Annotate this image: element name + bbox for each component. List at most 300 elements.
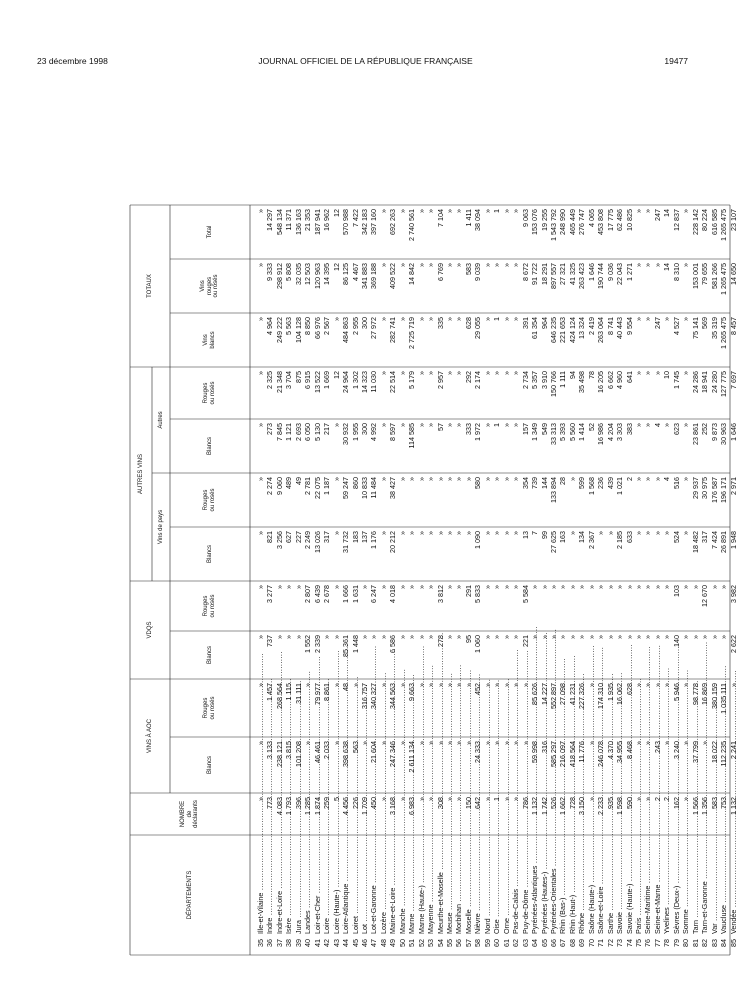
row-number: 46 — [359, 939, 369, 947]
table-cell: » — [719, 585, 729, 589]
table-cell: 10 — [662, 371, 672, 379]
table-cell: » — [274, 585, 284, 589]
table-cell: » — [454, 797, 464, 801]
table-cell: » — [652, 531, 662, 535]
table-cell: » — [397, 477, 407, 481]
header-autres-vins: AUTRES VINS — [137, 454, 144, 495]
table-cell: 31 111 — [293, 683, 303, 704]
table-cell: 342 183 — [359, 209, 369, 235]
row-number: 64 — [530, 939, 540, 947]
row-number: 69 — [577, 939, 587, 947]
table-cell: 38 427 — [388, 477, 398, 499]
header-totaux: TOTAUX — [146, 274, 153, 298]
row-number: 85 — [728, 939, 738, 947]
table-cell: » — [331, 477, 341, 481]
table-cell: » — [397, 263, 407, 267]
table-cell: » — [482, 477, 492, 481]
table-cell: » — [586, 585, 596, 589]
table-cell: 2 725 719 — [407, 317, 417, 349]
table-cell: 2 567 — [322, 317, 332, 335]
table-cell: 263 064 — [596, 317, 606, 343]
header-nombre-declarants: NOMBRE de déclarants — [179, 800, 200, 828]
table-cell: 247 346 — [388, 741, 398, 767]
table-cell: » — [605, 531, 615, 535]
table-cell: 2 781 — [303, 477, 313, 495]
table-cell: » — [397, 797, 407, 801]
table-cell: 1 132 — [728, 797, 738, 815]
table-cell: » — [492, 371, 502, 375]
row-number: 65 — [539, 939, 549, 947]
table-cell: » — [501, 797, 511, 801]
table-cell: 623 — [671, 423, 681, 435]
table-cell: » — [397, 531, 407, 535]
table-cell: » — [596, 585, 606, 589]
department-name: Lozère ..... — [379, 841, 389, 934]
table-cell: 13 — [520, 531, 530, 539]
table-cell: » — [634, 477, 643, 481]
table-cell: » — [369, 635, 379, 639]
table-cell: 292 — [463, 371, 473, 383]
table-cell: 3 256 — [274, 531, 284, 549]
table-cell: 103 — [671, 585, 681, 597]
row-number: 76 — [643, 939, 653, 947]
table-cell: 13 522 — [312, 371, 322, 393]
table-cell: » — [586, 683, 596, 687]
table-cell: 1 631 — [350, 585, 360, 603]
header-aoc-rouges: Rouges ou rosés — [203, 696, 216, 720]
department-name: Meuse ..... — [445, 841, 455, 934]
department-name: Saône-et-Loire ..... — [596, 841, 606, 934]
table-cell: 1 349 — [530, 423, 540, 441]
table-cell: » — [577, 635, 587, 639]
table-cell: 9 663 — [407, 683, 417, 701]
table-cell: 59 998 — [530, 741, 540, 763]
department-name: Puy-de-Dôme ..... — [521, 841, 531, 934]
table-cell: 7 104 — [435, 209, 445, 227]
table-cell: 397 160 — [369, 209, 379, 235]
table-cell: 1 271 — [624, 263, 634, 281]
table-cell: 548 134 — [274, 209, 284, 235]
table-cell: 599 — [577, 477, 587, 489]
table-cell: » — [511, 423, 521, 427]
table-cell: 273 — [265, 423, 275, 435]
table-cell: 174 310 — [596, 683, 606, 709]
department-name: Loiret ..... — [351, 841, 361, 934]
table-cell: » — [596, 635, 606, 639]
table-cell: » — [359, 585, 369, 589]
table-cell: » — [567, 635, 577, 639]
table-cell: » — [511, 635, 521, 639]
table-cell: » — [445, 683, 454, 687]
table-cell: » — [426, 531, 436, 535]
table-cell: 24 964 — [341, 371, 351, 393]
table-cell: » — [416, 263, 426, 267]
table-cell: 526 — [548, 797, 558, 809]
table-cell: 3 277 — [265, 585, 275, 603]
table-cell: 2 807 — [303, 585, 313, 603]
table-cell: 8 741 — [605, 317, 615, 335]
table-cell: » — [256, 635, 265, 639]
table-cell: » — [331, 423, 341, 427]
table-cell: » — [492, 683, 502, 687]
table-cell: 98 778 — [690, 683, 700, 705]
table-cell: 35 498 — [577, 371, 587, 393]
table-cell: 12 — [331, 209, 341, 217]
table-cell: 85 361 — [341, 635, 351, 657]
table-cell: » — [634, 683, 643, 687]
table-cell: » — [454, 423, 464, 427]
table-cell: 1 414 — [577, 423, 587, 441]
table-cell: 49 — [293, 477, 303, 485]
table-cell: 4 018 — [388, 585, 398, 603]
table-cell: 62 486 — [615, 209, 625, 231]
department-name: Tarn-et-Garonne ..... — [700, 841, 710, 934]
department-name: Yvelines ..... — [662, 841, 672, 934]
table-cell: 59 247 — [341, 477, 351, 499]
table-cell: » — [445, 741, 454, 745]
table-cell: 1 955 — [350, 423, 360, 441]
department-name: Loire (Haute-) ..... — [332, 841, 342, 934]
table-cell: 33 313 — [548, 423, 558, 445]
table-cell: » — [359, 741, 369, 745]
table-cell: 581 266 — [709, 263, 719, 289]
table-cell: 583 — [463, 263, 473, 275]
table-cell: 52 — [586, 423, 596, 431]
table-cell: 9 039 — [473, 263, 483, 281]
table-cell: » — [615, 635, 625, 639]
table-cell: 24 280 — [709, 371, 719, 393]
table-cell: 1 356 — [700, 797, 710, 815]
table-cell: 1 543 792 — [548, 209, 558, 241]
table-cell: » — [256, 797, 265, 801]
table-cell: 728 — [567, 797, 577, 809]
row-number: 70 — [586, 939, 596, 947]
table-cell: 1 448 — [350, 635, 360, 653]
table-cell: » — [681, 683, 691, 687]
department-name: Marne ..... — [407, 841, 417, 934]
table-cell: » — [416, 683, 426, 687]
table-cell: » — [378, 371, 388, 375]
table-cell: » — [454, 531, 464, 535]
table-cell: 2 367 — [586, 531, 596, 549]
row-number: 47 — [369, 939, 379, 947]
table-cell: 21 353 — [303, 209, 313, 231]
table-cell: » — [445, 317, 454, 321]
table-cell: 236 — [596, 477, 606, 489]
table-cell: » — [416, 531, 426, 535]
table-cell: 6 586 — [388, 635, 398, 653]
table-cell: 354 — [520, 477, 530, 489]
table-cell: » — [567, 531, 577, 535]
table-cell: 4 — [652, 423, 662, 427]
table-cell: 1 662 — [558, 797, 568, 815]
table-cell: » — [634, 317, 643, 321]
table-cell: » — [426, 635, 436, 639]
table-cell: 248 990 — [558, 209, 568, 235]
table-cell: 8 861 — [322, 683, 332, 701]
header-autres-blancs: Blancs — [206, 437, 213, 456]
row-number: 75 — [634, 939, 643, 947]
table-cell: » — [530, 585, 540, 589]
table-row — [729, 85, 739, 955]
table-cell: 418 564 — [567, 741, 577, 767]
table-cell: 22 514 — [388, 371, 398, 393]
table-cell: » — [416, 423, 426, 427]
table-cell: 1 874 — [312, 797, 322, 815]
table-cell: » — [416, 371, 426, 375]
table-cell: 7 — [530, 531, 540, 535]
header-vins-aoc: VINS À AOC — [146, 719, 153, 754]
table-cell: » — [397, 683, 407, 687]
table-cell: 196 171 — [719, 477, 729, 503]
table-cell: 316 — [539, 741, 549, 753]
table-cell: » — [378, 477, 388, 481]
table-cell: 2 622 — [728, 635, 738, 653]
table-cell: 18 941 — [700, 371, 710, 393]
table-cell: 1 021 — [615, 477, 625, 495]
table-cell: 452 — [473, 683, 483, 695]
row-number: 41 — [312, 939, 322, 947]
table-cell: » — [615, 585, 625, 589]
table-cell: » — [501, 635, 511, 639]
table-cell: » — [492, 741, 502, 745]
table-cell: 243 — [652, 741, 662, 753]
table-cell: 439 — [605, 477, 615, 489]
table-cell: 9 333 — [265, 263, 275, 281]
table-cell: 3 133 — [265, 741, 275, 759]
table-cell: 2 957 — [435, 371, 445, 389]
table-cell: 12 — [331, 371, 341, 379]
table-cell: » — [284, 585, 294, 589]
table-cell: » — [681, 797, 691, 801]
table-cell: » — [511, 371, 521, 375]
table-cell: 1 742 — [539, 797, 549, 815]
table-cell: » — [331, 683, 341, 687]
table-cell: » — [681, 741, 691, 745]
table-cell: 176 587 — [709, 477, 719, 503]
table-cell: 22 075 — [312, 477, 322, 499]
department-name: Ille-et-Vilaine ..... — [256, 841, 266, 934]
table-cell: » — [435, 531, 445, 535]
table-cell: 17 775 — [605, 209, 615, 231]
table-cell: » — [407, 585, 417, 589]
header-vins-de-pays: Vins de pays — [157, 509, 164, 545]
table-cell: 99 — [539, 531, 549, 539]
table-cell: 61 354 — [530, 317, 540, 339]
table-cell: » — [454, 263, 464, 267]
row-number: 81 — [690, 939, 700, 947]
header-vdqs-rouges: Rouges ou rosés — [203, 594, 216, 618]
table-cell: 6 662 — [605, 371, 615, 389]
table-cell: » — [643, 371, 653, 375]
table-cell: 8 310 — [671, 263, 681, 281]
table-cell: » — [331, 531, 341, 535]
table-cell: 8 468 — [624, 741, 634, 759]
table-cell: » — [501, 423, 511, 427]
table-cell: 30 963 — [719, 423, 729, 445]
table-cell: 9 036 — [605, 263, 615, 281]
table-cell: 23 107 — [728, 209, 738, 231]
department-name: Loire ..... — [322, 841, 332, 934]
table-cell: » — [256, 683, 265, 687]
row-number: 71 — [596, 939, 606, 947]
table-cell: 1 566 — [690, 797, 700, 815]
table-cell: 5 — [331, 797, 341, 801]
table-cell: » — [293, 635, 303, 639]
table-cell: » — [445, 423, 454, 427]
table-cell: 6 983 — [407, 797, 417, 815]
table-cell: 247 — [652, 317, 662, 329]
header-vdqs-blancs: Blancs — [206, 646, 213, 665]
department-name: Morbihan ..... — [454, 841, 464, 934]
table-cell: 317 — [322, 531, 332, 543]
table-cell: » — [662, 635, 672, 639]
header-vdqs: VDQS — [146, 621, 153, 639]
department-name: Paris ..... — [634, 841, 644, 934]
header-autres-rouges: Rouges ou rosés — [203, 381, 216, 405]
table-cell: 341 883 — [359, 263, 369, 289]
table-cell: 9 873 — [709, 423, 719, 441]
table-cell: » — [378, 317, 388, 321]
table-cell: » — [652, 477, 662, 481]
table-cell: 278 — [435, 635, 445, 647]
table-cell: 5 563 — [284, 317, 294, 335]
table-cell: » — [454, 741, 464, 745]
table-cell: » — [397, 741, 407, 745]
table-cell: 563 — [350, 741, 360, 753]
table-cell: 4 467 — [350, 263, 360, 281]
table-cell: 3 168 — [388, 797, 398, 815]
table-cell: 18 291 — [539, 263, 549, 285]
department-name: Oise ..... — [492, 841, 502, 934]
table-cell: 2 419 — [586, 317, 596, 335]
table-cell: » — [482, 209, 492, 213]
table-cell: 409 522 — [388, 263, 398, 289]
table-cell: » — [482, 531, 492, 535]
table-cell: 1 115 — [284, 683, 294, 701]
table-cell: » — [624, 585, 634, 589]
table-cell: 642 — [473, 797, 483, 809]
table-cell: » — [454, 209, 464, 213]
table-cell: » — [331, 635, 341, 639]
table-cell: 29 055 — [473, 317, 483, 339]
table-cell: » — [426, 423, 436, 427]
table-cell: 369 188 — [369, 263, 379, 289]
table-cell: 11 484 — [369, 477, 379, 499]
department-name: Jura ..... — [294, 841, 304, 934]
table-cell: 450 — [369, 797, 379, 809]
table-cell: » — [634, 797, 643, 801]
table-cell: 6 769 — [435, 263, 445, 281]
table-cell: » — [681, 371, 691, 375]
row-number: 56 — [454, 939, 464, 947]
table-cell: 3 704 — [284, 371, 294, 389]
table-cell: » — [426, 317, 436, 321]
table-cell: 41 231 — [567, 683, 577, 705]
table-cell: » — [501, 317, 511, 321]
table-cell: 1 060 — [473, 635, 483, 653]
table-cell: 11 776 — [577, 741, 587, 763]
table-cell: 628 — [624, 683, 634, 695]
table-cell: » — [558, 635, 568, 639]
table-cell: 9 063 — [520, 209, 530, 227]
table-cell: 30 932 — [341, 423, 351, 445]
table-cell: » — [256, 531, 265, 535]
table-cell: 7 422 — [350, 209, 360, 227]
table-cell: » — [293, 585, 303, 589]
table-cell: » — [397, 635, 407, 639]
table-cell: 5 130 — [312, 423, 322, 441]
table-cell: » — [634, 741, 643, 745]
table-cell: » — [492, 263, 502, 267]
table-cell: 1 285 — [303, 797, 313, 815]
table-cell: » — [445, 797, 454, 801]
department-name: Nord ..... — [483, 841, 493, 934]
department-name: Rhin (Bas-) ..... — [558, 841, 568, 934]
row-number: 52 — [416, 939, 426, 947]
table-cell: » — [634, 263, 643, 267]
table-cell: » — [681, 317, 691, 321]
table-cell: 291 — [463, 585, 473, 597]
table-cell: 120 963 — [312, 263, 322, 289]
table-cell: » — [397, 423, 407, 427]
table-cell: 144 — [539, 477, 549, 489]
row-number: 44 — [341, 939, 351, 947]
table-cell: 737 — [265, 635, 275, 647]
table-cell: 344 563 — [388, 683, 398, 709]
row-number: 48 — [378, 939, 388, 947]
row-number: 59 — [482, 939, 492, 947]
table-cell: 5 393 — [558, 423, 568, 441]
department-name: Nièvre ..... — [473, 841, 483, 934]
table-cell: 583 — [709, 797, 719, 809]
table-cell: » — [256, 741, 265, 745]
table-cell: 964 — [539, 317, 549, 329]
table-cell: » — [482, 741, 492, 745]
department-name: Orne ..... — [502, 841, 512, 934]
table-cell: 34 955 — [615, 741, 625, 763]
table-cell: » — [567, 477, 577, 481]
header-aoc-blancs: Blancs — [206, 756, 213, 775]
table-cell: 316 757 — [359, 683, 369, 709]
page-date: 23 décembre 1998 — [37, 56, 108, 66]
table-cell: 14 650 — [728, 263, 738, 285]
table-cell: » — [634, 585, 643, 589]
table-cell: 1 935 — [605, 683, 615, 701]
table-cell: » — [652, 371, 662, 375]
table-cell: 1 265 475 — [719, 317, 729, 349]
table-cell: 753 — [719, 797, 729, 809]
table-cell: 57 — [435, 423, 445, 431]
table-cell: 27 321 — [558, 263, 568, 285]
table-cell: 21 604 — [369, 741, 379, 763]
table-cell: 627 — [284, 531, 294, 543]
table-cell: 227 326 — [577, 683, 587, 709]
table-cell: 1 568 — [586, 477, 596, 495]
table-cell: 187 941 — [312, 209, 322, 235]
table-cell: » — [482, 585, 492, 589]
table-cell: 1 646 — [586, 263, 596, 281]
table-cell: » — [426, 477, 436, 481]
table-cell: 4 992 — [369, 423, 379, 441]
table-cell: » — [435, 683, 445, 687]
row-number: 37 — [274, 939, 284, 947]
table-cell: 78 — [586, 371, 596, 379]
table-cell: 2 174 — [473, 371, 483, 389]
table-cell: » — [548, 635, 558, 639]
table-cell: » — [482, 797, 492, 801]
table-cell: 8 850 — [303, 317, 313, 335]
